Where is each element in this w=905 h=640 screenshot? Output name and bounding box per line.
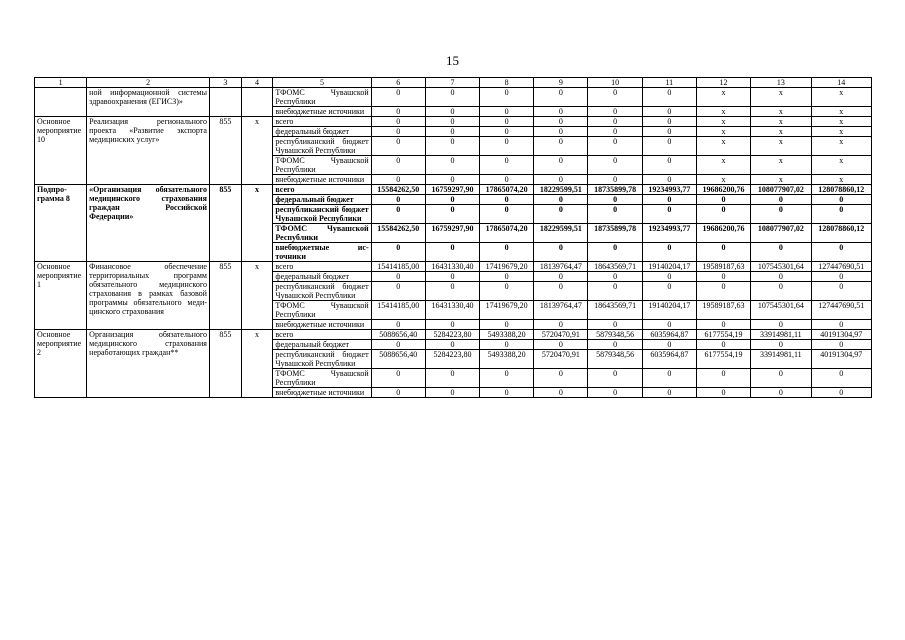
value-cell: 5088656,40 bbox=[371, 350, 425, 369]
value-cell: 0 bbox=[588, 88, 642, 107]
value-cell: 6035964,87 bbox=[642, 350, 696, 369]
funding-source-cell: ТФОМС Чувашской Республики bbox=[273, 369, 371, 388]
value-cell: 107545301,64 bbox=[751, 301, 811, 320]
value-cell: 19686200,76 bbox=[696, 224, 750, 243]
value-cell: 0 bbox=[425, 107, 479, 117]
value-cell: x bbox=[751, 175, 811, 185]
value-cell: 0 bbox=[696, 195, 750, 205]
value-cell: 0 bbox=[534, 156, 588, 175]
value-cell: 15414185,00 bbox=[371, 262, 425, 272]
value-cell: 0 bbox=[811, 340, 872, 350]
value-cell: x bbox=[751, 107, 811, 117]
value-cell: 127447690,51 bbox=[811, 301, 872, 320]
value-cell: 0 bbox=[642, 195, 696, 205]
value-cell: 0 bbox=[480, 282, 534, 301]
value-cell: x bbox=[696, 175, 750, 185]
value-cell: 6035964,87 bbox=[642, 330, 696, 340]
value-cell: 18643569,71 bbox=[588, 301, 642, 320]
value-cell: 0 bbox=[371, 243, 425, 262]
responsible-code-cell: 855 bbox=[209, 262, 241, 330]
value-cell: 0 bbox=[371, 195, 425, 205]
value-cell: x bbox=[696, 107, 750, 117]
value-cell: 0 bbox=[371, 205, 425, 224]
funding-source-cell: внебюджетные источники bbox=[273, 175, 371, 185]
value-cell: 19140204,17 bbox=[642, 262, 696, 272]
value-cell: 18139764,47 bbox=[534, 262, 588, 272]
value-cell: 0 bbox=[425, 340, 479, 350]
value-cell: 0 bbox=[425, 369, 479, 388]
value-cell: 0 bbox=[371, 340, 425, 350]
value-cell: 0 bbox=[371, 175, 425, 185]
col-header: 14 bbox=[811, 78, 872, 88]
value-cell: x bbox=[811, 175, 872, 185]
value-cell: x bbox=[751, 117, 811, 127]
value-cell: 0 bbox=[811, 388, 872, 398]
value-cell: 5879348,56 bbox=[588, 350, 642, 369]
value-cell: 19686200,76 bbox=[696, 185, 750, 195]
value-cell: 0 bbox=[642, 175, 696, 185]
value-cell: 5493388,20 bbox=[480, 330, 534, 340]
value-cell: 0 bbox=[480, 137, 534, 156]
value-cell: 0 bbox=[425, 127, 479, 137]
value-cell: 0 bbox=[534, 117, 588, 127]
program-name-cell bbox=[35, 88, 87, 117]
value-cell: x bbox=[751, 156, 811, 175]
program-description-cell: «Организация обязательного медицинского страхования граждан Российской Федерации» bbox=[87, 185, 210, 262]
value-cell: 0 bbox=[642, 320, 696, 330]
value-cell: 0 bbox=[480, 107, 534, 117]
value-cell: 0 bbox=[811, 369, 872, 388]
value-cell: 0 bbox=[588, 282, 642, 301]
value-cell: 0 bbox=[642, 107, 696, 117]
value-cell: x bbox=[696, 156, 750, 175]
value-cell: 0 bbox=[696, 388, 750, 398]
value-cell: 0 bbox=[642, 388, 696, 398]
value-cell: 0 bbox=[588, 340, 642, 350]
program-name-cell: Подпрограмма 8 bbox=[35, 185, 87, 262]
value-cell: 0 bbox=[425, 137, 479, 156]
value-cell: x bbox=[811, 156, 872, 175]
funding-source-cell: ТФОМС Чувашской Республики bbox=[273, 301, 371, 320]
funding-source-cell: республиканский бюджет Чувашской Республики bbox=[273, 350, 371, 369]
table-row bbox=[35, 330, 872, 340]
value-cell: 6177554,19 bbox=[696, 350, 750, 369]
value-cell: 0 bbox=[642, 156, 696, 175]
value-cell: 108077907,02 bbox=[751, 185, 811, 195]
value-cell: x bbox=[811, 88, 872, 107]
value-cell: 0 bbox=[696, 272, 750, 282]
responsible-code-cell bbox=[209, 88, 241, 117]
value-cell: 15584262,50 bbox=[371, 185, 425, 195]
value-cell: 0 bbox=[696, 340, 750, 350]
value-cell: 128078860,12 bbox=[811, 224, 872, 243]
value-cell: 0 bbox=[588, 107, 642, 117]
program-name-cell: Основное мероприятие 1 bbox=[35, 262, 87, 330]
value-cell: 0 bbox=[480, 272, 534, 282]
value-cell: 0 bbox=[642, 282, 696, 301]
value-cell: 0 bbox=[425, 88, 479, 107]
value-cell: x bbox=[696, 117, 750, 127]
value-cell: 0 bbox=[480, 127, 534, 137]
value-cell: 0 bbox=[371, 156, 425, 175]
value-cell: x bbox=[811, 137, 872, 156]
value-cell: 0 bbox=[642, 88, 696, 107]
value-cell: 17865074,20 bbox=[480, 185, 534, 195]
value-cell: 0 bbox=[811, 195, 872, 205]
funding-source-cell: внебюджетные источники bbox=[273, 243, 371, 262]
value-cell: 0 bbox=[480, 320, 534, 330]
value-cell: 0 bbox=[642, 205, 696, 224]
value-cell: 0 bbox=[751, 243, 811, 262]
funding-source-cell: всего bbox=[273, 117, 371, 127]
value-cell: 19140204,17 bbox=[642, 301, 696, 320]
funding-source-cell: внебюджетные источники bbox=[273, 388, 371, 398]
value-cell: x bbox=[811, 117, 872, 127]
value-cell: 0 bbox=[480, 117, 534, 127]
value-cell: 17419679,20 bbox=[480, 262, 534, 272]
value-cell: 0 bbox=[642, 272, 696, 282]
value-cell: 0 bbox=[696, 243, 750, 262]
value-cell: 18229599,51 bbox=[534, 185, 588, 195]
col-header: 6 bbox=[371, 78, 425, 88]
value-cell: 0 bbox=[371, 388, 425, 398]
program-code-cell: x bbox=[241, 117, 273, 185]
value-cell: 0 bbox=[534, 127, 588, 137]
value-cell: 0 bbox=[696, 282, 750, 301]
value-cell: 18735899,78 bbox=[588, 185, 642, 195]
value-cell: 0 bbox=[480, 205, 534, 224]
value-cell: 0 bbox=[425, 195, 479, 205]
value-cell: 107545301,64 bbox=[751, 262, 811, 272]
value-cell: 0 bbox=[588, 272, 642, 282]
funding-source-cell: всего bbox=[273, 262, 371, 272]
funding-source-cell: всего bbox=[273, 330, 371, 340]
value-cell: 0 bbox=[425, 117, 479, 127]
value-cell: 0 bbox=[371, 320, 425, 330]
value-cell: 0 bbox=[425, 175, 479, 185]
value-cell: 0 bbox=[534, 205, 588, 224]
value-cell: 40191304,97 bbox=[811, 330, 872, 340]
col-header: 1 bbox=[35, 78, 87, 88]
value-cell: x bbox=[751, 88, 811, 107]
value-cell: 5879348,56 bbox=[588, 330, 642, 340]
col-header: 13 bbox=[751, 78, 811, 88]
value-cell: 0 bbox=[480, 156, 534, 175]
value-cell: 0 bbox=[534, 320, 588, 330]
value-cell: 5720470,91 bbox=[534, 350, 588, 369]
value-cell: 0 bbox=[588, 127, 642, 137]
funding-source-cell: федеральный бюджет bbox=[273, 340, 371, 350]
value-cell: 0 bbox=[534, 272, 588, 282]
value-cell: 0 bbox=[480, 243, 534, 262]
value-cell: 15584262,50 bbox=[371, 224, 425, 243]
value-cell: 0 bbox=[588, 388, 642, 398]
funding-source-cell: федеральный бюджет bbox=[273, 127, 371, 137]
value-cell: 5720470,91 bbox=[534, 330, 588, 340]
value-cell: 18735899,78 bbox=[588, 224, 642, 243]
page-number: 15 bbox=[446, 53, 459, 68]
value-cell: 19589187,63 bbox=[696, 262, 750, 272]
value-cell: x bbox=[811, 107, 872, 117]
funding-source-cell: ТФОМС Чувашской Республики bbox=[273, 156, 371, 175]
program-code-cell: x bbox=[241, 185, 273, 262]
responsible-code-cell: 855 bbox=[209, 185, 241, 262]
value-cell: 0 bbox=[751, 340, 811, 350]
table-body bbox=[35, 88, 872, 398]
value-cell: 0 bbox=[588, 320, 642, 330]
col-header: 11 bbox=[642, 78, 696, 88]
value-cell: 19234993,77 bbox=[642, 185, 696, 195]
value-cell: 0 bbox=[751, 388, 811, 398]
value-cell: 16431330,40 bbox=[425, 301, 479, 320]
value-cell: 0 bbox=[480, 88, 534, 107]
value-cell: 0 bbox=[642, 369, 696, 388]
value-cell: 5284223,80 bbox=[425, 350, 479, 369]
value-cell: x bbox=[811, 127, 872, 137]
value-cell: x bbox=[751, 127, 811, 137]
value-cell: 0 bbox=[371, 88, 425, 107]
value-cell: 0 bbox=[642, 137, 696, 156]
value-cell: 0 bbox=[371, 127, 425, 137]
value-cell: 0 bbox=[751, 195, 811, 205]
value-cell: 16759297,90 bbox=[425, 185, 479, 195]
value-cell: 0 bbox=[534, 369, 588, 388]
table-header bbox=[35, 78, 872, 88]
col-header: 10 bbox=[588, 78, 642, 88]
value-cell: 0 bbox=[811, 272, 872, 282]
funding-source-cell: федеральный бюджет bbox=[273, 272, 371, 282]
value-cell: 0 bbox=[696, 205, 750, 224]
value-cell: 128078860,12 bbox=[811, 185, 872, 195]
value-cell: 33914981,11 bbox=[751, 350, 811, 369]
value-cell: x bbox=[696, 137, 750, 156]
program-description-cell: Организация обязательного медицинского страхования неработающих граждан** bbox=[87, 330, 210, 398]
value-cell: 0 bbox=[371, 282, 425, 301]
value-cell: 0 bbox=[534, 137, 588, 156]
value-cell: 0 bbox=[642, 127, 696, 137]
program-code-cell bbox=[241, 88, 273, 117]
value-cell: x bbox=[696, 127, 750, 137]
funding-source-cell: республиканский бюджет Чувашской Республики bbox=[273, 205, 371, 224]
value-cell: 17865074,20 bbox=[480, 224, 534, 243]
value-cell: 0 bbox=[751, 369, 811, 388]
value-cell: 0 bbox=[534, 340, 588, 350]
value-cell: 0 bbox=[480, 388, 534, 398]
col-header: 12 bbox=[696, 78, 750, 88]
value-cell: 0 bbox=[371, 137, 425, 156]
program-code-cell: x bbox=[241, 262, 273, 330]
col-header: 8 bbox=[480, 78, 534, 88]
value-cell: x bbox=[751, 137, 811, 156]
budget-table bbox=[34, 77, 872, 398]
value-cell: 0 bbox=[425, 282, 479, 301]
funding-source-cell: внебюджетные источники bbox=[273, 320, 371, 330]
value-cell: 0 bbox=[480, 340, 534, 350]
value-cell: 0 bbox=[642, 117, 696, 127]
value-cell: 0 bbox=[811, 320, 872, 330]
col-header: 9 bbox=[534, 78, 588, 88]
value-cell: 0 bbox=[696, 369, 750, 388]
value-cell: 0 bbox=[588, 205, 642, 224]
value-cell: 6177554,19 bbox=[696, 330, 750, 340]
value-cell: 18643569,71 bbox=[588, 262, 642, 272]
value-cell: 0 bbox=[371, 107, 425, 117]
value-cell: 5493388,20 bbox=[480, 350, 534, 369]
table-row bbox=[35, 262, 872, 272]
funding-source-cell: ТФОМС Чувашской Республики bbox=[273, 224, 371, 243]
value-cell: 16759297,90 bbox=[425, 224, 479, 243]
value-cell: 0 bbox=[588, 195, 642, 205]
value-cell: x bbox=[696, 88, 750, 107]
value-cell: 0 bbox=[534, 175, 588, 185]
value-cell: 108077907,02 bbox=[751, 224, 811, 243]
value-cell: 0 bbox=[811, 282, 872, 301]
value-cell: 0 bbox=[534, 195, 588, 205]
funding-source-cell: федеральный бюджет bbox=[273, 195, 371, 205]
value-cell: 18139764,47 bbox=[534, 301, 588, 320]
value-cell: 0 bbox=[751, 205, 811, 224]
value-cell: 0 bbox=[588, 243, 642, 262]
value-cell: 0 bbox=[480, 195, 534, 205]
value-cell: 127447690,51 bbox=[811, 262, 872, 272]
value-cell: 0 bbox=[751, 282, 811, 301]
value-cell: 0 bbox=[425, 320, 479, 330]
value-cell: 0 bbox=[588, 175, 642, 185]
table-row bbox=[35, 88, 872, 107]
value-cell: 33914981,11 bbox=[751, 330, 811, 340]
value-cell: 5088656,40 bbox=[371, 330, 425, 340]
program-description-cell: ной информационной системы здравоохранения (ЕГИСЗ)» bbox=[87, 88, 210, 117]
value-cell: 0 bbox=[534, 243, 588, 262]
program-name-cell: Основное мероприятие 10 bbox=[35, 117, 87, 185]
value-cell: 0 bbox=[371, 117, 425, 127]
value-cell: 0 bbox=[534, 107, 588, 117]
responsible-code-cell: 855 bbox=[209, 117, 241, 185]
value-cell: 0 bbox=[588, 369, 642, 388]
value-cell: 0 bbox=[642, 340, 696, 350]
col-header: 2 bbox=[87, 78, 210, 88]
value-cell: 19589187,63 bbox=[696, 301, 750, 320]
program-description-cell: Финансовое обеспечение территориальных программ обязательного медицинского страхования в рамках базовой программы обязательного медицинского страхования bbox=[87, 262, 210, 330]
table-row bbox=[35, 185, 872, 195]
table-row bbox=[35, 117, 872, 127]
value-cell: 0 bbox=[588, 156, 642, 175]
value-cell: 0 bbox=[425, 205, 479, 224]
value-cell: 18229599,51 bbox=[534, 224, 588, 243]
funding-source-cell: внебюджетные источники bbox=[273, 107, 371, 117]
value-cell: 0 bbox=[642, 243, 696, 262]
value-cell: 0 bbox=[425, 272, 479, 282]
value-cell: 0 bbox=[811, 243, 872, 262]
funding-source-cell: республиканский бюджет Чувашской Республики bbox=[273, 137, 371, 156]
funding-source-cell: ТФОМС Чувашской Республики bbox=[273, 88, 371, 107]
value-cell: 40191304,97 bbox=[811, 350, 872, 369]
value-cell: 0 bbox=[534, 388, 588, 398]
responsible-code-cell: 855 bbox=[209, 330, 241, 398]
col-header: 5 bbox=[273, 78, 371, 88]
value-cell: 0 bbox=[588, 137, 642, 156]
value-cell: 0 bbox=[811, 205, 872, 224]
value-cell: 0 bbox=[425, 243, 479, 262]
value-cell: 19234993,77 bbox=[642, 224, 696, 243]
col-header: 7 bbox=[425, 78, 479, 88]
funding-source-cell: республиканский бюджет Чувашской Республики bbox=[273, 282, 371, 301]
value-cell: 0 bbox=[534, 282, 588, 301]
program-description-cell: Реализация регионального проекта «Развитие экспорта медицинских услуг» bbox=[87, 117, 210, 185]
value-cell: 15414185,00 bbox=[371, 301, 425, 320]
value-cell: 0 bbox=[696, 320, 750, 330]
value-cell: 0 bbox=[480, 369, 534, 388]
value-cell: 0 bbox=[371, 272, 425, 282]
value-cell: 0 bbox=[751, 320, 811, 330]
value-cell: 0 bbox=[371, 369, 425, 388]
value-cell: 16431330,40 bbox=[425, 262, 479, 272]
value-cell: 0 bbox=[425, 388, 479, 398]
value-cell: 0 bbox=[425, 156, 479, 175]
value-cell: 0 bbox=[480, 175, 534, 185]
program-code-cell: x bbox=[241, 330, 273, 398]
col-header: 4 bbox=[241, 78, 273, 88]
value-cell: 0 bbox=[588, 117, 642, 127]
value-cell: 17419679,20 bbox=[480, 301, 534, 320]
col-header: 3 bbox=[209, 78, 241, 88]
value-cell: 0 bbox=[534, 88, 588, 107]
value-cell: 5284223,80 bbox=[425, 330, 479, 340]
program-name-cell: Основное мероприятие 2 bbox=[35, 330, 87, 398]
value-cell: 0 bbox=[751, 272, 811, 282]
funding-source-cell: всего bbox=[273, 185, 371, 195]
